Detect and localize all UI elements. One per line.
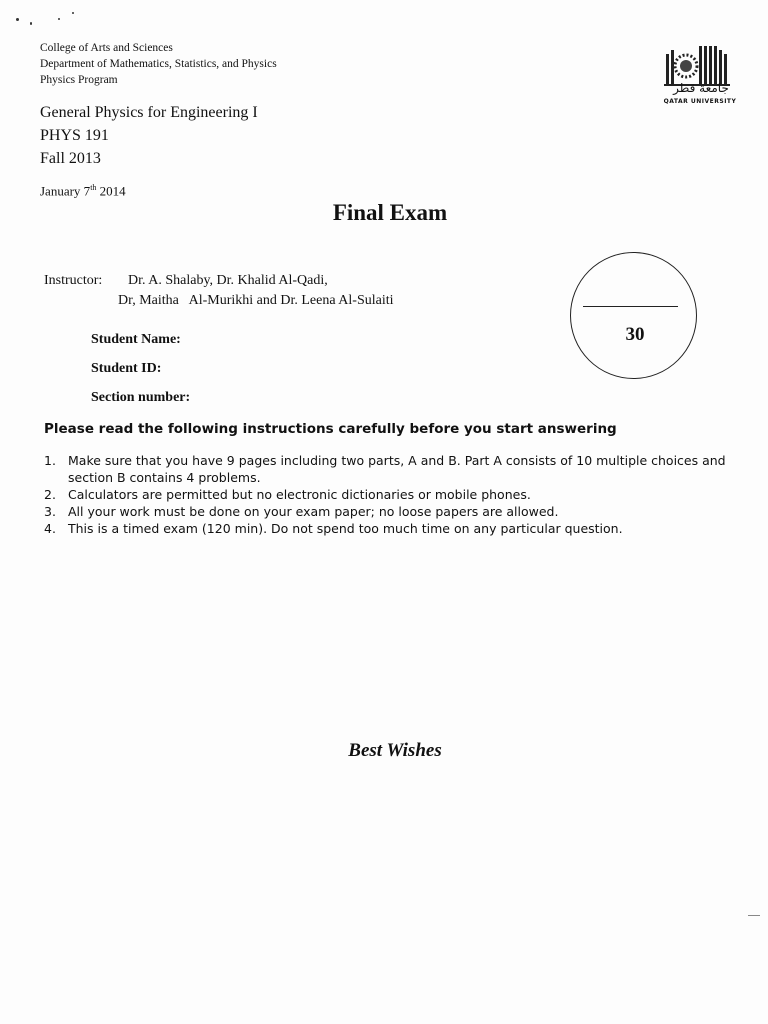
department-name: Department of Mathematics, Statistics, and Physics xyxy=(40,58,277,70)
exam-date xyxy=(40,183,126,199)
list-item-text: Make sure that you have 9 pages including two parts, A and B. Part A consists of 10 multiple choices and section B contains 4 problems. xyxy=(68,453,726,485)
exam-date-year: 2014 xyxy=(99,183,126,199)
list-item-text: All your work must be done on your exam paper; no loose papers are allowed. xyxy=(68,504,559,519)
score-total: 30 xyxy=(625,324,645,345)
exam-date-month-day: January 7 xyxy=(40,183,91,199)
list-item xyxy=(44,486,764,503)
section-number-label: Section number: xyxy=(91,390,191,405)
scan-mark xyxy=(72,12,74,14)
score-circle xyxy=(570,252,697,379)
list-item-number: 4. xyxy=(44,521,56,536)
logo-arabic-text: جامعة قطر xyxy=(673,81,729,95)
list-item xyxy=(44,520,764,537)
college-name: College of Arts and Sciences xyxy=(40,42,173,54)
student-name-label: Student Name: xyxy=(91,332,181,347)
student-id-label: Student ID: xyxy=(91,361,162,376)
list-item-text: Calculators are permitted but no electronic dictionaries or mobile phones. xyxy=(68,487,531,502)
list-item-text: This is a timed exam (120 min). Do not spend too much time on any particular question. xyxy=(68,521,623,536)
program-name: Physics Program xyxy=(40,74,118,86)
exam-date-suffix: th xyxy=(90,183,97,192)
scan-mark xyxy=(58,18,60,20)
list-item xyxy=(44,503,764,520)
instructions-list xyxy=(44,452,764,537)
course-term: Fall 2013 xyxy=(40,150,101,167)
logo-english-text: QATAR UNIVERSITY xyxy=(663,98,737,105)
course-code: PHYS 191 xyxy=(40,127,109,144)
list-item-number: 3. xyxy=(44,504,56,519)
instructor-label: Instructor: xyxy=(44,273,103,288)
list-item-number: 2. xyxy=(44,487,56,502)
scan-mark xyxy=(30,22,32,25)
scan-mark xyxy=(748,915,760,916)
course-name: General Physics for Engineering I xyxy=(40,104,258,121)
score-blank-line xyxy=(583,306,678,307)
scan-mark xyxy=(16,18,19,21)
list-item-number: 1. xyxy=(44,453,56,468)
exam-title: Final Exam xyxy=(332,200,448,225)
instructor-line-2: Dr, Maitha Al-Murikhi and Dr. Leena Al-Sulaiti xyxy=(118,293,394,308)
closing-message: Best Wishes xyxy=(348,740,442,761)
instructions-heading: Please read the following instructions carefully before you start answering xyxy=(44,421,617,437)
instructor-line-1: Dr. A. Shalaby, Dr. Khalid Al-Qadi, xyxy=(128,273,328,288)
list-item xyxy=(44,452,764,486)
